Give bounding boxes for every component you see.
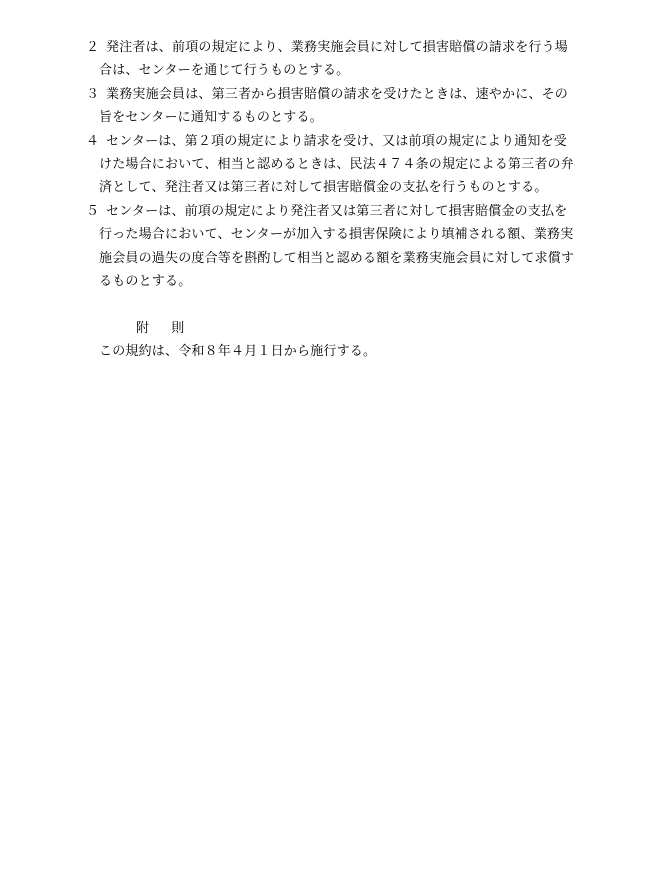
document-content	[86, 36, 594, 363]
clause-line	[86, 106, 594, 129]
blank-line	[86, 293, 594, 316]
clause-5	[86, 200, 594, 294]
clause-line	[86, 36, 594, 59]
supplementary-heading-part: 附	[136, 320, 150, 336]
supplementary-text: この規約は、令和８年４月１日から施行する。	[99, 344, 377, 360]
clause-3	[86, 83, 594, 130]
clause-line	[86, 83, 594, 106]
clause-text: 合は、センターを通じて行うものとする。	[99, 63, 350, 79]
clause-line	[86, 270, 594, 293]
clause-4	[86, 130, 594, 200]
supplementary-heading-part: 則	[171, 320, 185, 336]
supplementary-heading	[86, 317, 594, 340]
clause-line	[86, 223, 594, 246]
clause-text: センターは、第２項の規定により請求を受け、又は前項の規定により通知を受	[106, 133, 567, 149]
clause-line	[86, 153, 594, 176]
clause-line	[86, 200, 594, 223]
clause-text: 業務実施会員は、第三者から損害賠償の請求を受けたときは、速やかに、その	[106, 86, 569, 102]
clause-line	[86, 130, 594, 153]
clause-text: センターは、前項の規定により発注者又は第三者に対して損害賠償金の支払を	[106, 203, 568, 219]
clause-number: ５	[86, 203, 100, 219]
clause-line	[86, 247, 594, 270]
clause-2	[86, 36, 594, 83]
clause-text: 旨をセンターに通知するものとする。	[99, 110, 323, 126]
clause-number: ３	[86, 86, 100, 102]
clause-text: 発注者は、前項の規定により、業務実施会員に対して損害賠償の請求を行う場	[106, 40, 569, 55]
clause-number: ２	[86, 40, 100, 55]
clause-text: けた場合において、相当と認めるときは、民法４７４条の規定による第三者の弁	[99, 156, 574, 172]
clause-line	[86, 176, 594, 199]
clause-text: るものとする。	[99, 273, 192, 289]
clause-line	[86, 59, 594, 82]
clause-number: ４	[86, 133, 100, 149]
clause-text: 行った場合において、センターが加入する損害保険により填補される額、業務実	[99, 227, 574, 243]
clause-text: 施会員の過失の度合等を斟酌して相当と認める額を業務実施会員に対して求償す	[99, 250, 575, 266]
clause-text: 済として、発注者又は第三者に対して損害賠償金の支払を行うものとする。	[99, 180, 548, 196]
